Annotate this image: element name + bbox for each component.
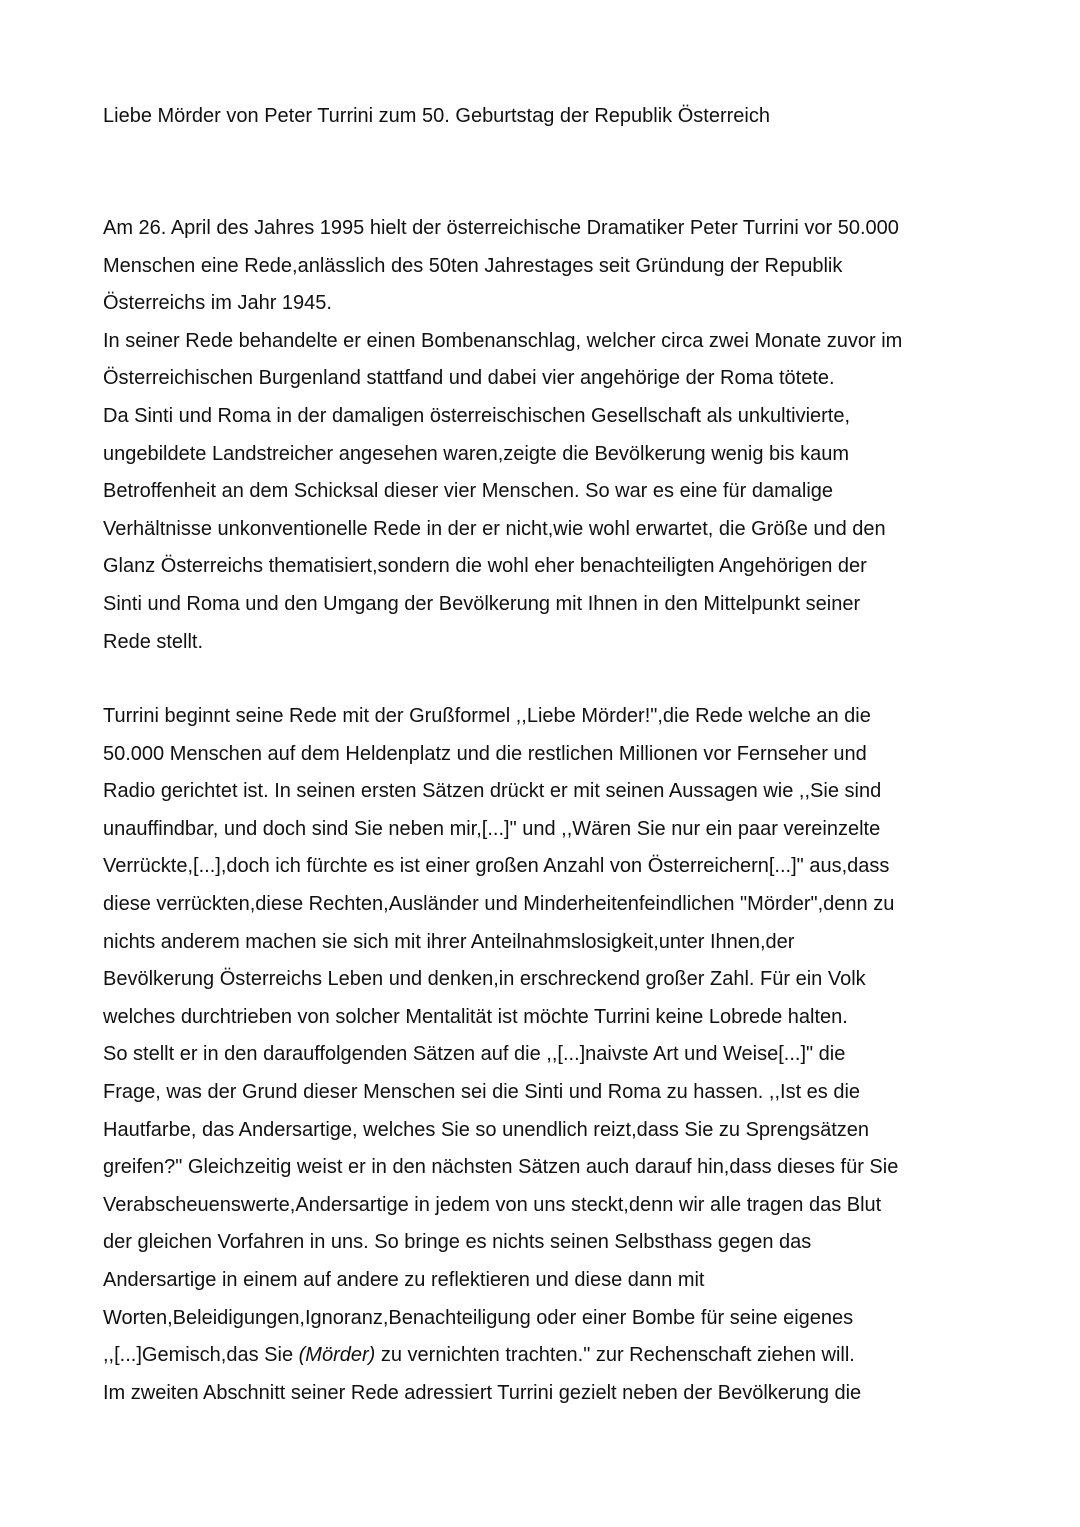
text-line: Österreichs im Jahr 1945. — [103, 292, 332, 315]
text-line: Turrini beginnt seine Rede mit der Grußformel ,,Liebe Mörder!",die Rede welche an die — [103, 705, 871, 727]
document-title: Liebe Mörder von Peter Turrini zum 50. Geburtstag der Republik Österreich — [103, 105, 770, 127]
text-line: Verrückte,[...],doch ich fürchte es ist einer großen Anzahl von Österreichern[...]" aus,dass — [103, 855, 890, 878]
text-line: Menschen eine Rede,anlässlich des 50ten Jahrestages seit Gründung der Republik — [103, 254, 843, 277]
paragraph-intro — [103, 210, 1003, 661]
text-line: Andersartige in einem auf andere zu reflektieren und diese dann mit — [103, 1268, 705, 1291]
text-line: Da Sinti und Roma in der damaligen österreischischen Gesellschaft als unkultivierte, — [103, 404, 851, 427]
text-line: In seiner Rede behandelte er einen Bombenanschlag, welcher circa zwei Monate zuvor im — [103, 329, 903, 352]
text-line-with-italic — [103, 1337, 1003, 1375]
text-line: Im zweiten Abschnitt seiner Rede adressiert Turrini gezielt neben der Bevölkerung die — [103, 1381, 862, 1404]
text-segment: ,,[...]Gemisch,das Sie — [103, 1344, 299, 1367]
text-line: der gleichen Vorfahren in uns. So bringe es nichts seinen Selbsthass gegen das — [103, 1231, 812, 1254]
text-line: Hautfarbe, das Andersartige, welches Sie so unendlich reizt,dass Sie zu Sprengsätzen — [103, 1118, 869, 1141]
text-line: diese verrückten,diese Rechten,Ausländer und Minderheitenfeindlichen "Mörder",denn zu — [103, 892, 895, 915]
text-line: Österreichischen Burgenland stattfand und dabei vier angehörige der Roma tötete. — [103, 367, 835, 390]
text-line: Worten,Beleidigungen,Ignoranz,Benachteiligung oder einer Bombe für seine eigenes — [103, 1306, 854, 1329]
text-line: Glanz Österreichs thematisiert,sondern die wohl eher benachteiligten Angehörigen der — [103, 555, 867, 578]
text-line: So stellt er in den darauffolgenden Sätzen auf die ,,[...]naivste Art und Weise[...]" die — [103, 1043, 846, 1066]
text-line: 50.000 Menschen auf dem Heldenplatz und die restlichen Millionen vor Fernseher und — [103, 742, 867, 765]
text-line: Rede stellt. — [103, 630, 204, 653]
text-line: Radio gerichtet ist. In seinen ersten Sätzen drückt er mit seinen Aussagen wie ,,Sie sind — [103, 780, 882, 803]
text-line: Sinti und Roma und den Umgang der Bevölkerung mit Ihnen in den Mittelpunkt seiner — [103, 592, 861, 615]
text-line: Verabscheuenswerte,Andersartige in jedem von uns steckt,denn wir alle tragen das Blut — [103, 1193, 882, 1216]
text-line: greifen?" Gleichzeitig weist er in den nächsten Sätzen auch darauf hin,dass dieses für Sie — [103, 1156, 899, 1179]
text-line: ungebildete Landstreicher angesehen waren,zeigte die Bevölkerung wenig bis kaum — [103, 442, 850, 465]
paragraph-analysis — [103, 698, 1003, 1412]
text-line: nichts anderem machen sie sich mit ihrer Anteilnahmslosigkeit,unter Ihnen,der — [103, 930, 795, 953]
text-line: Frage, was der Grund dieser Menschen sei die Sinti und Roma zu hassen. ,,Ist es die — [103, 1080, 861, 1103]
text-line: Verhältnisse unkonventionelle Rede in der er nicht,wie wohl erwartet, die Größe und den — [103, 517, 886, 540]
text-segment: zu vernichten trachten." zur Rechenschaft ziehen will. — [375, 1344, 855, 1367]
text-line: Betroffenheit an dem Schicksal dieser vier Menschen. So war es eine für damalige — [103, 480, 834, 503]
italic-insertion: (Mörder) — [298, 1344, 376, 1367]
text-line: welches durchtrieben von solcher Mentalität ist möchte Turrini keine Lobrede halten. — [103, 1005, 848, 1028]
text-line: Bevölkerung Österreichs Leben und denken,in erschreckend großer Zahl. Für ein Volk — [103, 968, 866, 991]
text-line: Am 26. April des Jahres 1995 hielt der österreichische Dramatiker Peter Turrini vor 50.000 — [103, 217, 899, 239]
text-line: unauffindbar, und doch sind Sie neben mir,[...]" und ,,Wären Sie nur ein paar vereinzelte — [103, 817, 881, 840]
